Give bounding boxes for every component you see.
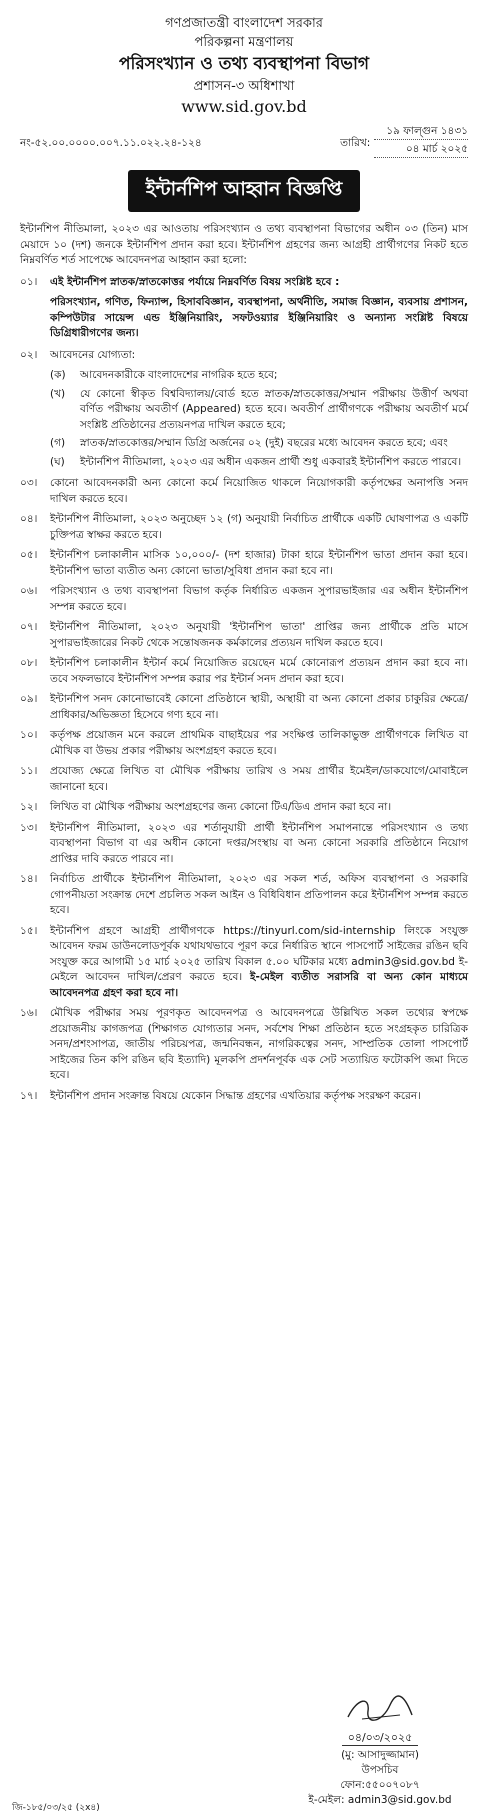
signatory-designation: উপসচিব xyxy=(361,1764,399,1776)
website: www.sid.gov.bd xyxy=(181,97,307,116)
eligibility-item xyxy=(50,368,468,384)
clause-text: এই ইন্টার্নশিপ স্নাতক/স্নাতকোত্তর পর্যায়ে নিম্নবর্ণিত বিষয় সংশ্লিষ্ট হবে : xyxy=(50,275,340,288)
clause-10 xyxy=(20,728,468,759)
eligibility-text: ইন্টার্নশিপ নীতিমালা, ২০২৩ এর অধীন একজন প্রার্থী শুধু একবারই ইন্টার্নশিপ করতে পারবে। xyxy=(80,455,462,468)
eligibility-marker: (খ) xyxy=(50,387,66,400)
clause-number: ১৫। xyxy=(20,924,38,937)
clause-text: ইন্টার্নশিপ প্রদান সংক্রান্ত বিষয়ে যেকোন সিদ্ধান্ত গ্রহণের এখতিয়ার কর্তৃপক্ষ সংরক্ষণ করেন। xyxy=(50,1089,421,1102)
wing-name: প্রশাসন-৩ অধিশাখা xyxy=(193,79,295,94)
title-wrap xyxy=(20,170,468,212)
clause-14 xyxy=(20,872,468,919)
memo-row xyxy=(20,124,468,160)
clause-07 xyxy=(20,620,468,651)
clause-emphasis: ই-মেইল ব্যতীত সরাসরি বা অন্য কোন মাধ্যমে আবেদনপত্র গ্রহণ করা হবে না। xyxy=(50,971,468,999)
clause-number: ১৭। xyxy=(20,1089,38,1102)
clause-text: লিখিত বা মৌখিক পরীক্ষায় অংশগ্রহণের জন্য কোনো টিএ/ডিএ প্রদান করা হবে না। xyxy=(50,801,392,813)
clause-13 xyxy=(20,821,468,868)
clause-11 xyxy=(20,764,468,795)
clause-text: নির্বাচিত প্রার্থীকে ইন্টার্নশিপ নীতিমালা, ২০২৩ এর সকল শর্ত, অফিস ব্যবস্থাপনা ও সরকারি গোপনীয়তা সংক্রান্ত দেশে প্রচলিত সকল আইন ও বিধিবিধান প্রতিপালন করে ইন্টার্নশিপ সম্পন্ন করতে হবে। xyxy=(50,873,468,916)
eligibility-marker: (ঘ) xyxy=(50,455,65,468)
clause-08 xyxy=(20,656,468,687)
clause-01 xyxy=(20,275,468,291)
clause-number: ০২। xyxy=(20,348,38,361)
clause-text: ইন্টার্নশিপ নীতিমালা, ২০২৩ অনুযায়ী 'ইন্টার্নশিপ ভাতা' প্রাপ্তির জন্য প্রার্থীকে প্রতি মাসে সুপারভাইজারের নিকট থেকে সন্তোষজনক কর্মকালের প্রত্যয়ন দাখিল করতে হবে। xyxy=(50,621,468,649)
clause-body xyxy=(50,924,468,1002)
eligibility-item xyxy=(50,436,468,452)
notice-title: ইন্টার্নশিপ আহ্বান বিজ্ঞপ্তি xyxy=(128,170,360,212)
date-gregorian: ০৪ মার্চ ২০২৫ xyxy=(374,142,468,158)
clause-04 xyxy=(20,512,468,543)
date-label: তারিখ: xyxy=(340,137,371,149)
clause-05 xyxy=(20,548,468,579)
clause-text: ইন্টার্নশিপ গ্রহণে আগ্রহী প্রার্থীগণকে https://tinyurl.com/sid-internship লিংকে সংযুক্ত আবেদন ফরম ডাউনলোডপূর্বক যথাযথভাবে পূরণ করে নির্ধারিত স্থানে পাসপোর্ট সাইজের রঙিন ছবি সংযুক্ত করে আগামী ১৫ মার্চ ২০২৫ তারিখ বিকাল ৫.০০ ঘটিকার মধ্যে admin3@sid.gov.bd ই-মেইলে আবেদন দাখিল/প্রেরণ করতে হবে। xyxy=(50,924,468,983)
signatory-phone: ফোন:৫৫০০৭০৮৭ xyxy=(340,1779,420,1791)
govt-title: গণপ্রজাতন্ত্রী বাংলাদেশ সরকার xyxy=(165,16,323,31)
clause-text: মৌখিক পরীক্ষার সময় পূরণকৃত আবেদনপত্র ও আবেদনপত্রে উল্লিখিত সকল তথ্যের স্বপক্ষে প্রয়োজনীয় কাগজপত্র (শিক্ষাগত যোগ্যতার সনদ, সর্বশেষ শিক্ষা প্রতিষ্ঠান হতে সংগ্রহকৃত চারিত্রিক সনদ/প্রশংসাপত্র, জাতীয় পরিচয়পত্র, জন্মনিবন্ধন, নাগরিকত্বের সনদ, সাম্প্রতিক তোলা পাসপোর্ট সাইজের তিন কপি রঙিন ছবি ইত্যাদি) মূলকপি প্রদর্শনপূর্বক এক সেট সত্যায়িত ফটোকপি জমা দিতে হবে। xyxy=(50,1007,468,1081)
clause-text: প্রযোজ্য ক্ষেত্রে লিখিত বা মৌখিক পরীক্ষায় তারিখ ও সময় প্রার্থীর ইমেইল/ডাকযোগে/মোবাইলে জানানো হবে। xyxy=(50,765,468,793)
clause-number: ১৪। xyxy=(20,873,38,885)
clause-number: ০৭। xyxy=(20,621,38,633)
eligibility-text: আবেদনকারীকে বাংলাদেশের নাগরিক হতে হবে; xyxy=(80,369,278,381)
clause-number: ১০। xyxy=(20,729,38,741)
clause-02 xyxy=(20,348,468,364)
eligibility-marker: (গ) xyxy=(50,437,66,449)
clause-text: কর্তৃপক্ষ প্রয়োজন মনে করলে প্রাথমিক বাছাইয়ের পর সংক্ষিপ্ত তালিকাভুক্ত প্রার্থীগণকে লিখিত বা মৌখিক বা উভয় প্রকার পরীক্ষায় অংশগ্রহণ করতে হবে। xyxy=(50,729,468,757)
clause-03 xyxy=(20,476,468,507)
letterhead xyxy=(20,14,468,118)
clause-number: ০৩। xyxy=(20,477,38,489)
clause-text: আবেদনের যোগ্যতা: xyxy=(50,348,136,361)
ministry-name: পরিকল্পনা মন্ত্রণালয় xyxy=(194,35,294,50)
eligibility-marker: (ক) xyxy=(50,369,66,381)
clause-number: ১১। xyxy=(20,765,38,777)
clause-text: ইন্টার্নশিপ নীতিমালা, ২০২৩ অনুচ্ছেদ ১২ (গ) অনুযায়ী নির্বাচিত প্রার্থীকে একটি ঘোষণাপত্র ও একটি চুক্তিপত্র স্বাক্ষর করতে হবে। xyxy=(50,513,468,541)
clause-number: ১২। xyxy=(20,801,38,813)
memo-number: নং-৫২.০০.০০০০.০০৭.১১.০২২.২৪-১২৪ xyxy=(20,137,202,149)
clause-06 xyxy=(20,584,468,615)
signature-scribble xyxy=(340,1695,420,1725)
eligibility-text: স্নাতক/স্নাতকোত্তর/সম্মান ডিগ্রি অর্জনের ০২ (দুই) বছরের মধ্যে আবেদন করতে হবে; এবং xyxy=(80,437,448,449)
clause-17 xyxy=(20,1089,468,1105)
intro-paragraph: ইন্টার্নশিপ নীতিমালা, ২০২৩ এর আওতায় পরিসংখ্যান ও তথ্য ব্যবস্থাপনা বিভাগের অধীন ০৩ (তিন) মাস মেয়াদে ১০ (দশ) জনকে ইন্টার্নশিপ প্রদান করা হবে। ইন্টার্নশিপ গ্রহণের জন্য আগ্রহী প্রার্থীগণের নিকট হতে নিম্নবর্ণিত শর্ত সাপেক্ষে আবেদনপত্র আহ্বান করা হলো: xyxy=(20,223,468,266)
division-name: পরিসংখ্যান ও তথ্য ব্যবস্থাপনা বিভাগ xyxy=(118,54,370,74)
signatory-email: ই-মেইল: admin3@sid.gov.bd xyxy=(308,1794,452,1806)
print-code: জি-১৮৫/০৩/২৫ (২x৪) xyxy=(12,1803,100,1813)
clause-number: ০১। xyxy=(20,275,38,288)
clause-number: ১৩। xyxy=(20,821,38,834)
signatory-name: (মু: আসাদুজ্জামান) xyxy=(341,1749,419,1761)
clause-09 xyxy=(20,692,468,723)
eligibility-item xyxy=(50,455,468,471)
clause-number: ১৬। xyxy=(20,1007,38,1019)
date-bengali: ১৯ ফাল্গুন ১৪৩১ xyxy=(374,124,468,140)
clause-text: ইন্টার্নশিপ চলাকালীন ইন্টার্ন কর্মে নিয়োজিত রয়েছেন মর্মে কোনোরূপ প্রত্যয়ন প্রদান করা হবে না। তবে সফলভাবে ইন্টার্নশিপ সম্পন্ন করার পর ইন্টার্ন সনদ প্রদান করা হবে। xyxy=(50,657,468,685)
clause-12 xyxy=(20,800,468,816)
clause-text: ইন্টার্নশিপ চলাকালীন মাসিক ১০,০০০/- (দশ হাজার) টাকা হারে ইন্টার্নশিপ ভাতা প্রদান করা হবে। ইন্টার্নশিপ ভাতা ব্যতীত অন্য কোনো ভাতা/সুবিধা প্রদান করা হবে না। xyxy=(50,549,468,577)
clause-text: ইন্টার্নশিপ নীতিমালা, ২০২৩ এর শর্তানুযায়ী প্রার্থী ইন্টার্নশিপ সমাপনান্তে পরিসংখ্যান ও তথ্য ব্যবস্থাপনা বিভাগ বা এর অধীন কোনো দপ্তর/সংস্থায় বা অন্য কোনো সরকারি প্রতিষ্ঠানে নিয়োগ প্রাপ্তির দাবি করতে পারবে না। xyxy=(50,821,468,865)
memo-dates xyxy=(374,124,468,160)
clause-number: ০৯। xyxy=(20,693,38,705)
clause-text: কোনো আবেদনকারী অন্য কোনো কর্মে নিয়োজিত থাকলে নিয়োগকারী কর্তৃপক্ষের অনাপত্তি সনদ দাখিল করতে হবে। xyxy=(50,477,468,505)
clause-16 xyxy=(20,1006,468,1084)
clause-text: পরিসংখ্যান ও তথ্য ব্যবস্থাপনা বিভাগ কর্তৃক নির্ধারিত একজন সুপারভাইজার এর অধীন ইন্টার্নশিপ সম্পন্ন করতে হবে। xyxy=(50,585,468,613)
subjects-list: পরিসংখ্যান, গণিত, ফিন্যান্স, হিসাববিজ্ঞান, ব্যবস্থাপনা, অর্থনীতি, সমাজ বিজ্ঞান, ব্যবসায় প্রশাসন, কম্পিউটার সায়েন্স এন্ড ইঞ্জিনিয়ারিং, সফটওয়্যার ইঞ্জিনিয়ারিং ও অন্যান্য সংশ্লিষ্ট বিষয়ে ডিগ্রিধারীগণের জন্য। xyxy=(50,296,468,339)
clause-number: ০৫। xyxy=(20,549,38,561)
clause-number: ০৪। xyxy=(20,513,38,525)
eligibility-item xyxy=(50,387,468,434)
eligibility-text: যে কোনো স্বীকৃত বিশ্ববিদ্যালয়/বোর্ড হতে স্নাতক/স্নাতকোত্তর/সম্মান পরীক্ষায় উত্তীর্ণ অথবা বর্ণিত পরীক্ষায় অবতীর্ণ (Appeared) হতে হবে। অবতীর্ণ প্রার্থীগণকে পরীক্ষায় অবতীর্ণ মর্মে সংশ্লিষ্ট প্রতিষ্ঠানের প্রত্যয়নপত্র দাখিল করতে হবে; xyxy=(80,387,468,431)
clause-number: ০৮। xyxy=(20,657,38,669)
signature-date: ০৪/০৩/২০২৫ xyxy=(342,1730,419,1746)
signature-block xyxy=(300,1695,460,1808)
clause-15 xyxy=(20,924,468,1002)
clause-text: ইন্টার্নশিপ সনদ কোনোভাবেই কোনো প্রতিষ্ঠানে স্থায়ী, অস্থায়ী বা অন্য কোনো প্রকার চাকুরির ক্ষেত্রে/প্রাধিকার/অভিজ্ঞতা হিসেবে গণ্য হবে না। xyxy=(50,693,468,721)
clause-number: ০৬। xyxy=(20,585,38,597)
